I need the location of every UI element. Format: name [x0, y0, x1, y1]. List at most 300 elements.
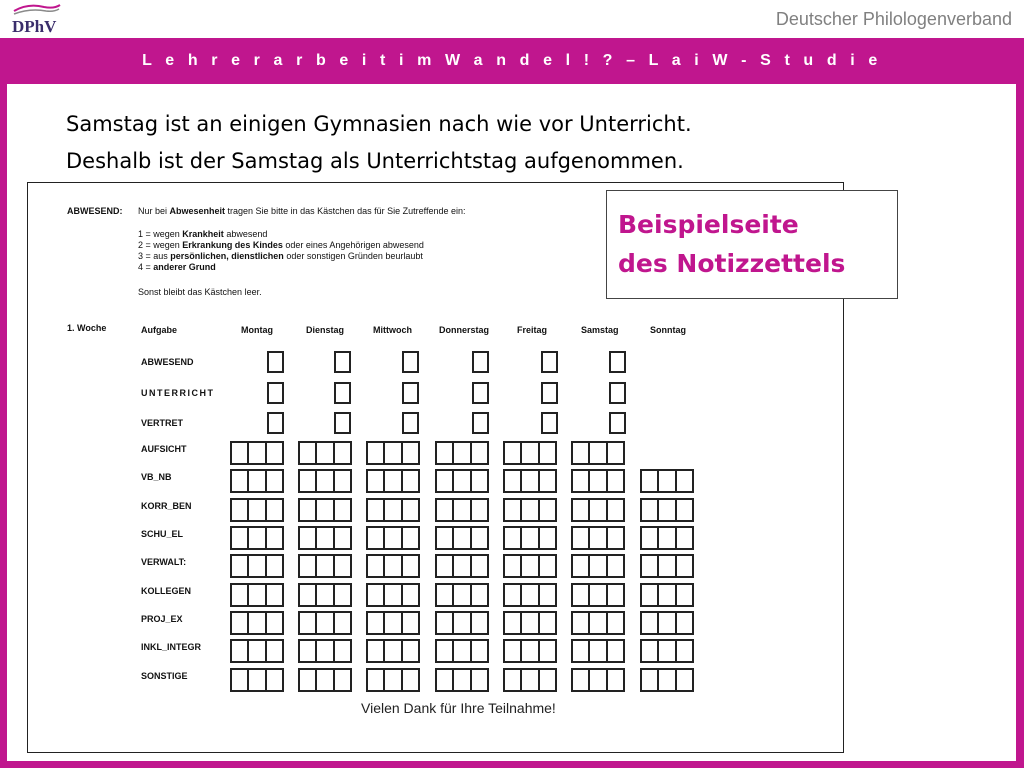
day-header-5: Samstag: [581, 325, 619, 335]
input-cell[interactable]: [437, 471, 452, 491]
row-label-sonstige: SONSTIGE: [141, 671, 188, 681]
input-cell[interactable]: [437, 443, 452, 463]
input-cell[interactable]: [265, 556, 282, 576]
input-cell[interactable]: [247, 556, 264, 576]
input-group-korr-ben-sonntag[interactable]: [640, 498, 694, 522]
checkbox-abwesend-mittwoch[interactable]: [402, 351, 419, 373]
input-group-inkl-integr-donnerstag[interactable]: [435, 639, 489, 663]
input-group-schu-el-freitag[interactable]: [503, 526, 557, 550]
input-cell[interactable]: [470, 556, 487, 576]
input-cell[interactable]: [520, 585, 537, 605]
instruction-text: Nur bei Abwesenheit tragen Sie bitte in das Kästchen das für Sie Zutreffende ein:: [138, 206, 466, 216]
checkbox-abwesend-dienstag[interactable]: [334, 351, 351, 373]
input-cell[interactable]: [315, 670, 332, 690]
input-cell[interactable]: [368, 528, 383, 548]
input-cell[interactable]: [300, 670, 315, 690]
input-cell[interactable]: [520, 528, 537, 548]
input-cell[interactable]: [588, 471, 605, 491]
input-cell[interactable]: [383, 670, 400, 690]
row-label-proj-ex: PROJ_EX: [141, 614, 183, 624]
input-cell[interactable]: [383, 528, 400, 548]
input-cell[interactable]: [452, 528, 469, 548]
input-cell[interactable]: [232, 471, 247, 491]
input-cell[interactable]: [538, 556, 555, 576]
input-group-proj-ex-samstag[interactable]: [571, 611, 625, 635]
input-cell[interactable]: [452, 670, 469, 690]
input-group-proj-ex-mittwoch[interactable]: [366, 611, 420, 635]
input-group-korr-ben-dienstag[interactable]: [298, 498, 352, 522]
input-cell[interactable]: [675, 670, 692, 690]
row-label-vertret: VERTRET: [141, 418, 184, 428]
input-cell[interactable]: [437, 528, 452, 548]
day-header-0: Montag: [241, 325, 273, 335]
input-cell[interactable]: [606, 613, 623, 633]
input-group-schu-el-sonntag[interactable]: [640, 526, 694, 550]
callout-text: [618, 205, 845, 283]
input-group-kollegen-dienstag[interactable]: [298, 583, 352, 607]
input-cell[interactable]: [573, 443, 588, 463]
frame-bottom: [0, 761, 1024, 768]
input-cell[interactable]: [538, 471, 555, 491]
input-cell[interactable]: [573, 641, 588, 661]
input-cell[interactable]: [675, 585, 692, 605]
input-cell[interactable]: [315, 471, 332, 491]
frame-right: [1016, 38, 1024, 768]
input-cell[interactable]: [606, 500, 623, 520]
checkbox-unterricht-montag[interactable]: [267, 382, 284, 404]
input-group-proj-ex-sonntag[interactable]: [640, 611, 694, 635]
input-cell[interactable]: [642, 670, 657, 690]
input-cell[interactable]: [657, 613, 674, 633]
input-group-verwalt-dienstag[interactable]: [298, 554, 352, 578]
input-group-kollegen-sonntag[interactable]: [640, 583, 694, 607]
input-cell[interactable]: [520, 556, 537, 576]
input-cell[interactable]: [383, 500, 400, 520]
input-cell[interactable]: [333, 556, 350, 576]
input-group-inkl-integr-dienstag[interactable]: [298, 639, 352, 663]
input-cell[interactable]: [538, 613, 555, 633]
input-cell[interactable]: [452, 471, 469, 491]
input-cell[interactable]: [437, 670, 452, 690]
input-cell[interactable]: [300, 585, 315, 605]
input-cell[interactable]: [247, 443, 264, 463]
input-cell[interactable]: [333, 670, 350, 690]
input-group-verwalt-donnerstag[interactable]: [435, 554, 489, 578]
input-cell[interactable]: [452, 443, 469, 463]
input-group-verwalt-mittwoch[interactable]: [366, 554, 420, 578]
day-header-4: Freitag: [517, 325, 548, 335]
input-cell[interactable]: [401, 528, 418, 548]
input-cell[interactable]: [368, 670, 383, 690]
input-cell[interactable]: [368, 641, 383, 661]
input-cell[interactable]: [588, 670, 605, 690]
input-cell[interactable]: [657, 670, 674, 690]
input-group-schu-el-dienstag[interactable]: [298, 526, 352, 550]
input-cell[interactable]: [573, 471, 588, 491]
input-group-sonstige-mittwoch[interactable]: [366, 668, 420, 692]
abwesend-label: ABWESEND:: [67, 206, 123, 216]
input-cell[interactable]: [657, 500, 674, 520]
input-cell[interactable]: [368, 585, 383, 605]
option-4: 4 = anderer Grund: [138, 262, 216, 272]
row-label-kollegen: KOLLEGEN: [141, 586, 192, 596]
input-group-vb-nb-samstag[interactable]: [571, 469, 625, 493]
input-cell[interactable]: [606, 585, 623, 605]
input-cell[interactable]: [470, 500, 487, 520]
checkbox-unterricht-samstag[interactable]: [609, 382, 626, 404]
dphv-logo: [8, 2, 64, 36]
input-cell[interactable]: [401, 613, 418, 633]
input-group-vb-nb-mittwoch[interactable]: [366, 469, 420, 493]
input-cell[interactable]: [538, 670, 555, 690]
input-cell[interactable]: [505, 471, 520, 491]
input-group-kollegen-montag[interactable]: [230, 583, 284, 607]
input-cell[interactable]: [470, 443, 487, 463]
thanks-text: Vielen Dank für Ihre Teilnahme!: [361, 700, 556, 716]
input-cell[interactable]: [642, 500, 657, 520]
option-2: 2 = wegen Erkrankung des Kindes oder eines Angehörigen abwesend: [138, 240, 424, 250]
input-cell[interactable]: [437, 585, 452, 605]
input-cell[interactable]: [401, 670, 418, 690]
input-group-vb-nb-dienstag[interactable]: [298, 469, 352, 493]
input-cell[interactable]: [642, 471, 657, 491]
input-cell[interactable]: [300, 443, 315, 463]
input-cell[interactable]: [315, 641, 332, 661]
checkbox-vertret-montag[interactable]: [267, 412, 284, 434]
input-cell[interactable]: [315, 556, 332, 576]
input-group-kollegen-samstag[interactable]: [571, 583, 625, 607]
input-cell[interactable]: [505, 528, 520, 548]
input-cell[interactable]: [368, 471, 383, 491]
input-cell[interactable]: [606, 670, 623, 690]
row-label-unterricht: UNTERRICHT: [141, 388, 215, 398]
intro-text: [66, 106, 692, 180]
input-cell[interactable]: [315, 528, 332, 548]
input-group-kollegen-donnerstag[interactable]: [435, 583, 489, 607]
row-label-aufsicht: AUFSICHT: [141, 444, 187, 454]
input-cell[interactable]: [232, 556, 247, 576]
input-group-korr-ben-freitag[interactable]: [503, 498, 557, 522]
input-cell[interactable]: [675, 641, 692, 661]
input-cell[interactable]: [588, 556, 605, 576]
checkbox-abwesend-samstag[interactable]: [609, 351, 626, 373]
input-cell[interactable]: [606, 641, 623, 661]
input-cell[interactable]: [606, 528, 623, 548]
input-group-proj-ex-donnerstag[interactable]: [435, 611, 489, 635]
input-group-aufsicht-samstag[interactable]: [571, 441, 625, 465]
input-cell[interactable]: [452, 613, 469, 633]
input-cell[interactable]: [368, 500, 383, 520]
input-cell[interactable]: [401, 443, 418, 463]
input-cell[interactable]: [333, 585, 350, 605]
input-cell[interactable]: [538, 500, 555, 520]
input-cell[interactable]: [247, 613, 264, 633]
input-cell[interactable]: [265, 585, 282, 605]
input-cell[interactable]: [401, 585, 418, 605]
input-cell[interactable]: [368, 443, 383, 463]
input-cell[interactable]: [505, 670, 520, 690]
input-group-korr-ben-samstag[interactable]: [571, 498, 625, 522]
input-group-verwalt-freitag[interactable]: [503, 554, 557, 578]
input-cell[interactable]: [452, 585, 469, 605]
input-cell[interactable]: [538, 528, 555, 548]
input-group-aufsicht-donnerstag[interactable]: [435, 441, 489, 465]
input-cell[interactable]: [573, 585, 588, 605]
input-cell[interactable]: [588, 585, 605, 605]
input-cell[interactable]: [247, 528, 264, 548]
input-cell[interactable]: [657, 556, 674, 576]
input-cell[interactable]: [588, 613, 605, 633]
input-cell[interactable]: [232, 500, 247, 520]
input-group-sonstige-donnerstag[interactable]: [435, 668, 489, 692]
day-header-3: Donnerstag: [439, 325, 490, 335]
checkbox-vertret-samstag[interactable]: [609, 412, 626, 434]
input-cell[interactable]: [520, 443, 537, 463]
day-header-6: Sonntag: [650, 325, 686, 335]
input-cell[interactable]: [247, 500, 264, 520]
input-cell[interactable]: [300, 641, 315, 661]
input-cell[interactable]: [232, 613, 247, 633]
intro-line-2: Deshalb ist der Samstag als Unterrichtstag aufgenommen.: [66, 149, 684, 173]
input-cell[interactable]: [315, 585, 332, 605]
input-group-schu-el-samstag[interactable]: [571, 526, 625, 550]
input-cell[interactable]: [642, 613, 657, 633]
week-label: 1. Woche: [67, 323, 107, 333]
input-cell[interactable]: [520, 471, 537, 491]
input-cell[interactable]: [401, 641, 418, 661]
input-cell[interactable]: [588, 641, 605, 661]
input-cell[interactable]: [265, 500, 282, 520]
checkbox-vertret-mittwoch[interactable]: [402, 412, 419, 434]
input-cell[interactable]: [265, 528, 282, 548]
input-cell[interactable]: [657, 471, 674, 491]
checkbox-unterricht-donnerstag[interactable]: [472, 382, 489, 404]
input-cell[interactable]: [265, 641, 282, 661]
input-cell[interactable]: [606, 471, 623, 491]
input-cell[interactable]: [642, 528, 657, 548]
input-cell[interactable]: [265, 443, 282, 463]
callout-line-1: Beispielseite: [618, 210, 799, 239]
input-cell[interactable]: [333, 500, 350, 520]
input-cell[interactable]: [675, 471, 692, 491]
input-cell[interactable]: [368, 556, 383, 576]
input-cell[interactable]: [383, 585, 400, 605]
input-cell[interactable]: [383, 471, 400, 491]
input-cell[interactable]: [265, 670, 282, 690]
input-cell[interactable]: [383, 556, 400, 576]
input-cell[interactable]: [470, 670, 487, 690]
input-cell[interactable]: [437, 500, 452, 520]
input-group-sonstige-sonntag[interactable]: [640, 668, 694, 692]
input-cell[interactable]: [383, 641, 400, 661]
input-group-aufsicht-mittwoch[interactable]: [366, 441, 420, 465]
input-cell[interactable]: [588, 500, 605, 520]
input-cell[interactable]: [505, 585, 520, 605]
checkbox-unterricht-dienstag[interactable]: [334, 382, 351, 404]
input-group-vb-nb-donnerstag[interactable]: [435, 469, 489, 493]
input-group-korr-ben-mittwoch[interactable]: [366, 498, 420, 522]
input-cell[interactable]: [300, 500, 315, 520]
input-group-korr-ben-donnerstag[interactable]: [435, 498, 489, 522]
input-cell[interactable]: [642, 556, 657, 576]
empty-note: Sonst bleibt das Kästchen leer.: [138, 287, 262, 297]
input-cell[interactable]: [520, 500, 537, 520]
input-cell[interactable]: [247, 641, 264, 661]
input-cell[interactable]: [505, 443, 520, 463]
input-cell[interactable]: [588, 443, 605, 463]
frame-left: [0, 38, 7, 768]
input-cell[interactable]: [538, 641, 555, 661]
organization-name: Deutscher Philologenverband: [775, 9, 1012, 29]
input-cell[interactable]: [470, 613, 487, 633]
input-cell[interactable]: [606, 443, 623, 463]
input-cell[interactable]: [232, 443, 247, 463]
checkbox-abwesend-freitag[interactable]: [541, 351, 558, 373]
input-cell[interactable]: [247, 471, 264, 491]
input-cell[interactable]: [232, 670, 247, 690]
input-cell[interactable]: [401, 471, 418, 491]
checkbox-unterricht-freitag[interactable]: [541, 382, 558, 404]
input-cell[interactable]: [642, 641, 657, 661]
input-group-vb-nb-freitag[interactable]: [503, 469, 557, 493]
input-cell[interactable]: [300, 613, 315, 633]
input-cell[interactable]: [470, 585, 487, 605]
input-group-verwalt-sonntag[interactable]: [640, 554, 694, 578]
input-cell[interactable]: [315, 443, 332, 463]
input-cell[interactable]: [315, 500, 332, 520]
input-cell[interactable]: [505, 613, 520, 633]
input-cell[interactable]: [675, 500, 692, 520]
input-group-korr-ben-montag[interactable]: [230, 498, 284, 522]
input-cell[interactable]: [232, 585, 247, 605]
input-cell[interactable]: [300, 528, 315, 548]
task-header: Aufgabe: [141, 325, 177, 335]
option-3: 3 = aus persönlichen, dienstlichen oder sonstigen Gründen beurlaubt: [138, 251, 423, 261]
checkbox-abwesend-montag[interactable]: [267, 351, 284, 373]
input-group-aufsicht-freitag[interactable]: [503, 441, 557, 465]
checkbox-abwesend-donnerstag[interactable]: [472, 351, 489, 373]
input-cell[interactable]: [505, 556, 520, 576]
input-cell[interactable]: [300, 471, 315, 491]
input-cell[interactable]: [333, 443, 350, 463]
checkbox-unterricht-mittwoch[interactable]: [402, 382, 419, 404]
input-cell[interactable]: [247, 585, 264, 605]
input-group-proj-ex-montag[interactable]: [230, 611, 284, 635]
input-group-inkl-integr-sonntag[interactable]: [640, 639, 694, 663]
input-cell[interactable]: [538, 443, 555, 463]
input-cell[interactable]: [383, 613, 400, 633]
input-cell[interactable]: [470, 528, 487, 548]
input-group-verwalt-montag[interactable]: [230, 554, 284, 578]
input-cell[interactable]: [657, 528, 674, 548]
input-group-schu-el-donnerstag[interactable]: [435, 526, 489, 550]
input-cell[interactable]: [520, 670, 537, 690]
input-cell[interactable]: [657, 585, 674, 605]
row-label-vb-nb: VB_NB: [141, 472, 172, 482]
input-cell[interactable]: [368, 613, 383, 633]
input-cell[interactable]: [232, 528, 247, 548]
row-label-abwesend: ABWESEND: [141, 357, 194, 367]
input-group-inkl-integr-samstag[interactable]: [571, 639, 625, 663]
input-cell[interactable]: [333, 641, 350, 661]
input-cell[interactable]: [573, 613, 588, 633]
input-cell[interactable]: [437, 641, 452, 661]
input-cell[interactable]: [573, 528, 588, 548]
input-group-sonstige-dienstag[interactable]: [298, 668, 352, 692]
input-cell[interactable]: [573, 500, 588, 520]
input-cell[interactable]: [333, 528, 350, 548]
input-group-vb-nb-montag[interactable]: [230, 469, 284, 493]
input-group-inkl-integr-montag[interactable]: [230, 639, 284, 663]
input-cell[interactable]: [470, 471, 487, 491]
input-cell[interactable]: [437, 613, 452, 633]
input-cell[interactable]: [300, 556, 315, 576]
input-cell[interactable]: [437, 556, 452, 576]
input-cell[interactable]: [452, 500, 469, 520]
input-cell[interactable]: [573, 556, 588, 576]
input-cell[interactable]: [247, 670, 264, 690]
input-group-sonstige-montag[interactable]: [230, 668, 284, 692]
input-cell[interactable]: [265, 613, 282, 633]
input-cell[interactable]: [538, 585, 555, 605]
input-group-sonstige-freitag[interactable]: [503, 668, 557, 692]
svg-text:DPhV: DPhV: [12, 17, 57, 36]
input-cell[interactable]: [505, 500, 520, 520]
row-label-schu-el: SCHU_EL: [141, 529, 184, 539]
input-group-verwalt-samstag[interactable]: [571, 554, 625, 578]
input-cell[interactable]: [333, 613, 350, 633]
input-cell[interactable]: [470, 641, 487, 661]
input-group-schu-el-mittwoch[interactable]: [366, 526, 420, 550]
checkbox-vertret-dienstag[interactable]: [334, 412, 351, 434]
input-group-inkl-integr-freitag[interactable]: [503, 639, 557, 663]
input-group-proj-ex-freitag[interactable]: [503, 611, 557, 635]
input-cell[interactable]: [505, 641, 520, 661]
input-group-sonstige-samstag[interactable]: [571, 668, 625, 692]
input-cell[interactable]: [642, 585, 657, 605]
input-cell[interactable]: [401, 500, 418, 520]
input-cell[interactable]: [606, 556, 623, 576]
input-cell[interactable]: [657, 641, 674, 661]
input-group-vb-nb-sonntag[interactable]: [640, 469, 694, 493]
input-cell[interactable]: [452, 641, 469, 661]
input-cell[interactable]: [401, 556, 418, 576]
input-cell[interactable]: [265, 471, 282, 491]
input-cell[interactable]: [333, 471, 350, 491]
input-cell[interactable]: [573, 670, 588, 690]
input-cell[interactable]: [675, 556, 692, 576]
input-group-aufsicht-dienstag[interactable]: [298, 441, 352, 465]
input-cell[interactable]: [383, 443, 400, 463]
input-cell[interactable]: [452, 556, 469, 576]
checkbox-vertret-freitag[interactable]: [541, 412, 558, 434]
checkbox-vertret-donnerstag[interactable]: [472, 412, 489, 434]
input-cell[interactable]: [315, 613, 332, 633]
input-group-proj-ex-dienstag[interactable]: [298, 611, 352, 635]
input-cell[interactable]: [520, 613, 537, 633]
input-group-kollegen-freitag[interactable]: [503, 583, 557, 607]
input-cell[interactable]: [520, 641, 537, 661]
input-group-schu-el-montag[interactable]: [230, 526, 284, 550]
row-label-korr-ben: KORR_BEN: [141, 501, 192, 511]
input-group-aufsicht-montag[interactable]: [230, 441, 284, 465]
input-cell[interactable]: [588, 528, 605, 548]
input-group-inkl-integr-mittwoch[interactable]: [366, 639, 420, 663]
input-group-kollegen-mittwoch[interactable]: [366, 583, 420, 607]
input-cell[interactable]: [675, 528, 692, 548]
input-cell[interactable]: [232, 641, 247, 661]
input-cell[interactable]: [675, 613, 692, 633]
